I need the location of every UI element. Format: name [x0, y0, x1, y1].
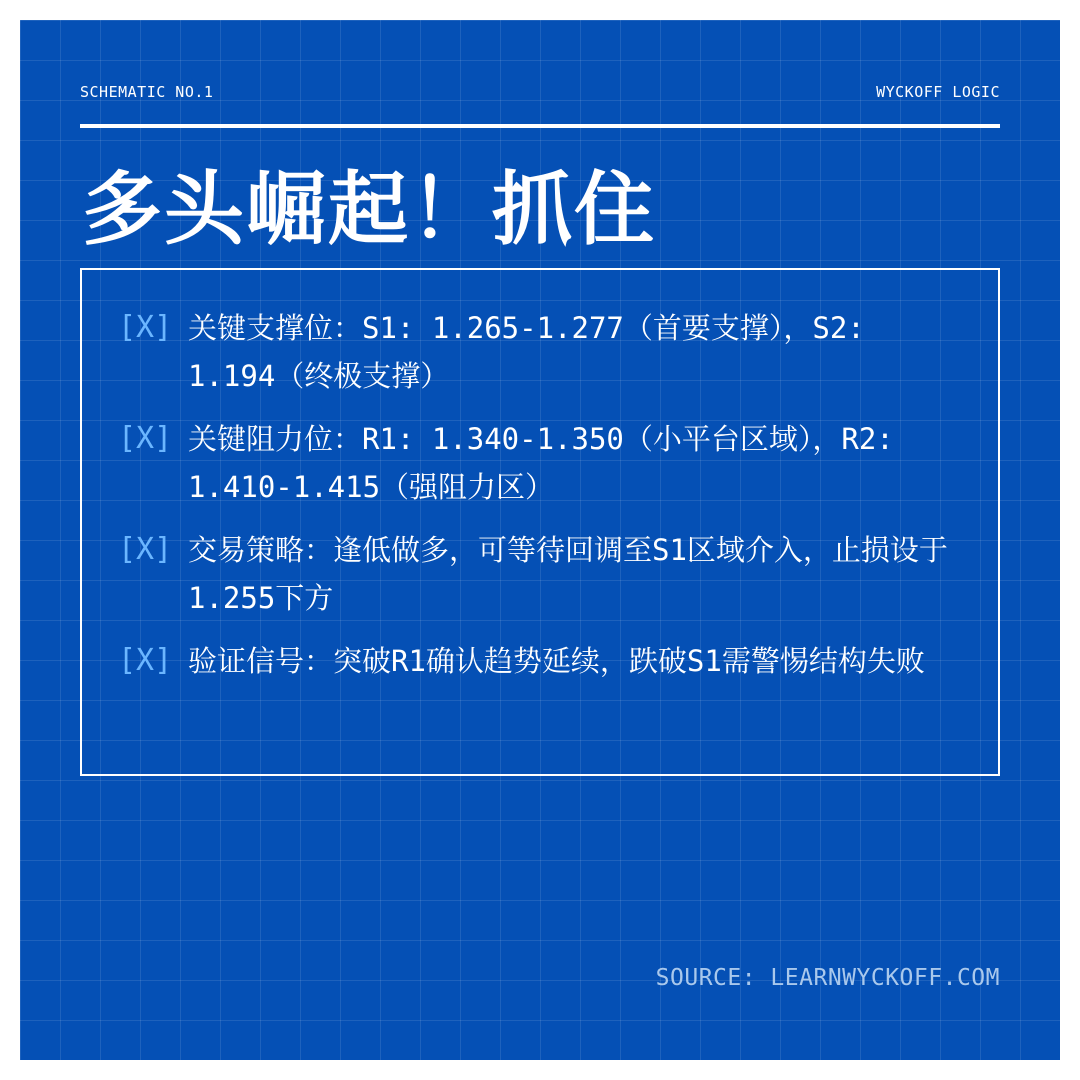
- wyckoff-logic-label: WYCKOFF LOGIC: [876, 83, 1000, 101]
- list-item-confirmation-signal: [118, 637, 968, 685]
- header-divider: [80, 124, 1000, 128]
- source-credit: SOURCE: LEARNWYCKOFF.COM: [655, 965, 1000, 991]
- confirmation-signal-text: 验证信号：突破R1确认趋势延续，跌破S1需警惕结构失败: [188, 644, 925, 678]
- checkbox-x-marker: [X]: [118, 532, 173, 567]
- list-item-resistance-levels: [118, 415, 968, 511]
- list-item-trading-strategy: [118, 526, 968, 622]
- list-item-support-levels: [118, 304, 968, 400]
- schematic-card: [20, 20, 1060, 1060]
- key-levels-panel: [80, 268, 1000, 776]
- support-levels-text: 关键支撑位：S1: 1.265-1.277（首要支撑），S2: 1.194（终极支撑）: [188, 311, 865, 393]
- trading-strategy-text: 交易策略：逢低做多，可等待回调至S1区域介入，止损设于1.255下方: [188, 533, 948, 615]
- schematic-number-label: SCHEMATIC NO.1: [80, 83, 214, 101]
- checkbox-x-marker: [X]: [118, 310, 173, 345]
- resistance-levels-text: 关键阻力位：R1: 1.340-1.350（小平台区域），R2: 1.410-1.415（强阻力区）: [188, 422, 894, 504]
- checkbox-x-marker: [X]: [118, 643, 173, 678]
- page-title: 多头崛起！抓住: [82, 163, 656, 256]
- checkbox-x-marker: [X]: [118, 421, 173, 456]
